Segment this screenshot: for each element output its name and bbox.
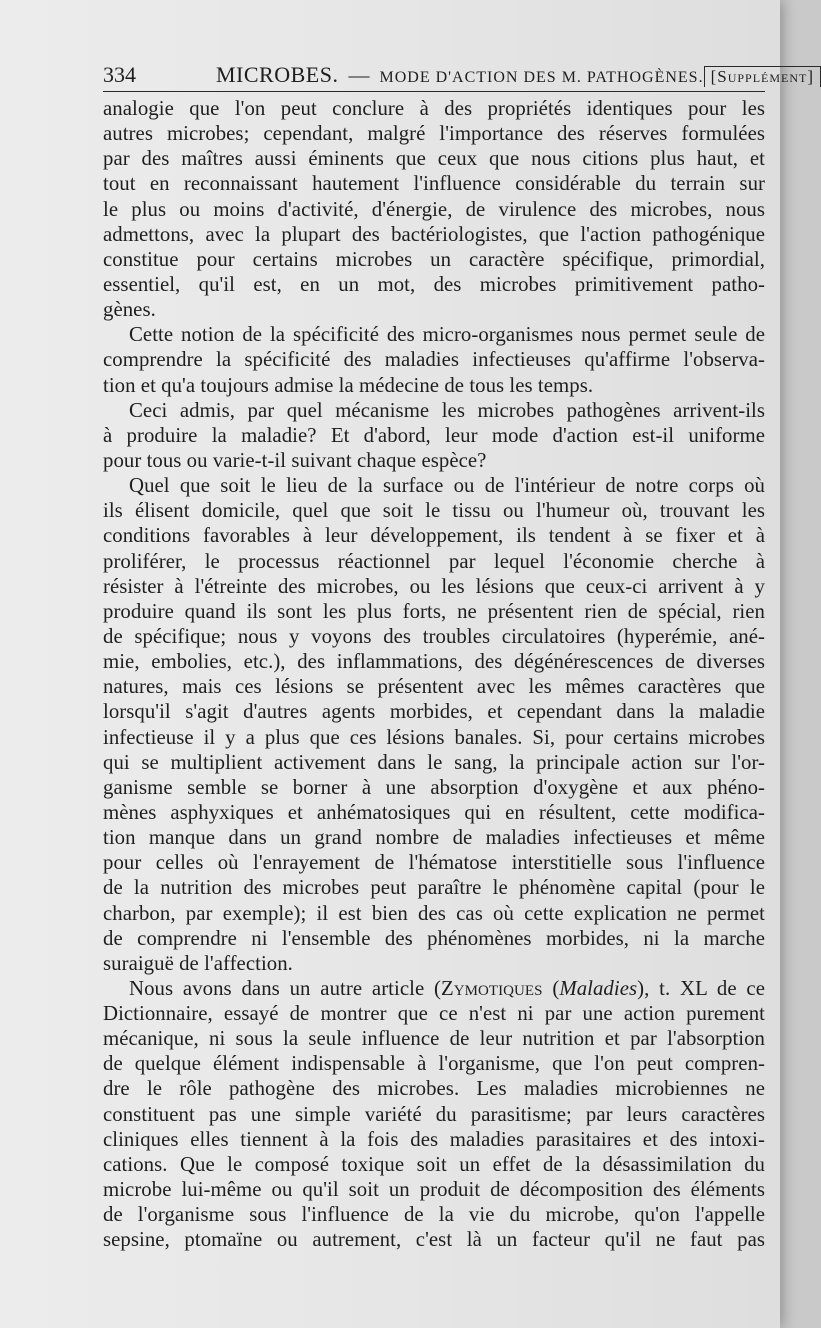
text-line: mènes asphyxiques et anhématosiques qui en résultent, cette modifica- <box>103 800 765 824</box>
text-line: Cette notion de la spécificité des micro-organismes nous permet seule de <box>129 323 765 347</box>
text-line-zymotiques: Nous avons dans un autre article (Zymotiques (Maladies), t. XL de ce <box>129 976 765 1000</box>
header-dash: — <box>348 63 370 87</box>
text-line: de quelque élément indispensable à l'organisme, que l'on peut compren- <box>103 1052 765 1076</box>
text-line: pour tous ou varie-t-il suivant chaque espèce? <box>103 448 487 472</box>
text-line: essentiel, qu'il est, en un mot, des microbes primitivement patho- <box>103 272 765 296</box>
text-line: tion manque dans un grand nombre de maladies infectieuses et même <box>103 826 765 850</box>
text-line: Dictionnaire, essayé de montrer que ce n'est ni par une action purement <box>103 1002 765 1026</box>
text-line: pour celles où l'enrayement de l'hématose interstitielle sous l'influence <box>103 851 765 875</box>
text-line: infectieuse il y a plus que ces lésions banales. Si, pour certains microbes <box>103 725 765 749</box>
text-line: mie, embolies, etc.), des inflammations, des dégénérescences de diverses <box>103 650 765 674</box>
text-line: à produire la maladie? Et d'abord, leur mode d'action est-il uniforme <box>103 423 765 447</box>
text-line: natures, mais ces lésions se présentent avec les mêmes caractères que <box>103 675 765 699</box>
text-line: par des maîtres aussi éminents que ceux que nous citions plus haut, et <box>103 147 765 171</box>
text-line: sepsine, ptomaïne ou autrement, c'est là un facteur qu'il ne faut pas <box>103 1228 765 1252</box>
text-line: autres microbes; cependant, malgré l'importance des réserves formulées <box>103 122 765 146</box>
text-line: cliniques elles tiennent à la fois des maladies parasitaires et des intoxi- <box>103 1127 765 1151</box>
text-line: le plus ou moins d'activité, d'énergie, de virulence des microbes, nous <box>103 197 765 221</box>
text-line: microbe lui-même ou qu'il soit un produit de décomposition des éléments <box>103 1178 765 1202</box>
text-line: ganisme semble se borner à une absorption d'oxygène et aux phéno- <box>103 775 765 799</box>
text-line: suraiguë de l'affection. <box>103 951 293 975</box>
text-line: ils élisent domicile, quel que soit le tissu ou l'humeur où, trouvant les <box>103 499 765 523</box>
text-line: de comprendre ni l'ensemble des phénomènes morbides, ni la marche <box>103 926 765 950</box>
text-line: mécanique, ni sous la seule influence de leur nutrition et par l'absorption <box>103 1027 765 1051</box>
text-line: tion et qu'a toujours admise la médecine de tous les temps. <box>103 373 594 397</box>
text-line: admettons, avec la plupart des bactériologistes, que l'action pathogénique <box>103 222 765 246</box>
text-line: cations. Que le composé toxique soit un effet de la désassimilation du <box>103 1152 765 1176</box>
text-line: gènes. <box>103 298 156 322</box>
text-line: analogie que l'on peut conclure à des propriétés identiques pour les <box>103 97 765 120</box>
text-line: comprendre la spécificité des maladies infectieuses qu'affirme l'observa- <box>103 348 765 372</box>
text-line: produire quand ils sont les plus forts, ne présentent rien de spécial, rien <box>103 599 765 623</box>
text-line: de spécifique; nous y voyons des troubles circulatoires (hyperémie, ané- <box>103 624 765 648</box>
zymotiques-ref: Zymotiques <box>441 976 543 1000</box>
text-line: proliférer, le processus réactionnel par lequel l'économie cherche à <box>103 549 765 573</box>
text-line: Quel que soit le lieu de la surface ou de l'intérieur de notre corps où <box>129 474 765 498</box>
header-section: [Supplément] <box>704 66 821 87</box>
text-line: charbon, par exemple); il est bien des cas où cette explication ne permet <box>103 901 765 925</box>
running-header <box>103 62 815 92</box>
text-line: dre le rôle pathogène des microbes. Les maladies microbiennes ne <box>103 1077 765 1101</box>
text-line: qui se multiplient activement dans le sang, la principale action sur l'or- <box>103 750 765 774</box>
text-line: constitue pour certains microbes un caractère spécifique, primordial, <box>103 247 765 271</box>
text-line: lorsqu'il s'agit d'autres agents morbides, et cependant dans la maladie <box>103 700 765 724</box>
text-line: tout en reconnaissant hautement l'influence considérable du terrain sur <box>103 172 765 196</box>
text-line: Ceci admis, par quel mécanisme les microbes pathogènes arrivent-ils <box>129 398 765 422</box>
page-number: 334 <box>103 62 136 87</box>
body-text <box>103 96 765 1252</box>
maladies-ref: Maladies <box>559 976 638 1000</box>
text-line: résister à l'étreinte des microbes, ou les lésions que ceux-ci arrivent à y <box>103 574 765 598</box>
header-title: MICROBES. <box>216 62 339 87</box>
text-line: conditions favorables à leur développement, ils tendent à se fixer et à <box>103 524 765 548</box>
text-line: de l'organisme sous l'influence de la vie du microbe, qu'on l'appelle <box>103 1203 765 1227</box>
text-line: constituent pas une simple variété du parasitisme; par leurs caractères <box>103 1102 765 1126</box>
text-line: de la nutrition des microbes peut paraître le phénomène capital (pour le <box>103 876 765 900</box>
header-subtitle: MODE D'ACTION DES M. PATHOGÈNES. <box>379 69 704 86</box>
